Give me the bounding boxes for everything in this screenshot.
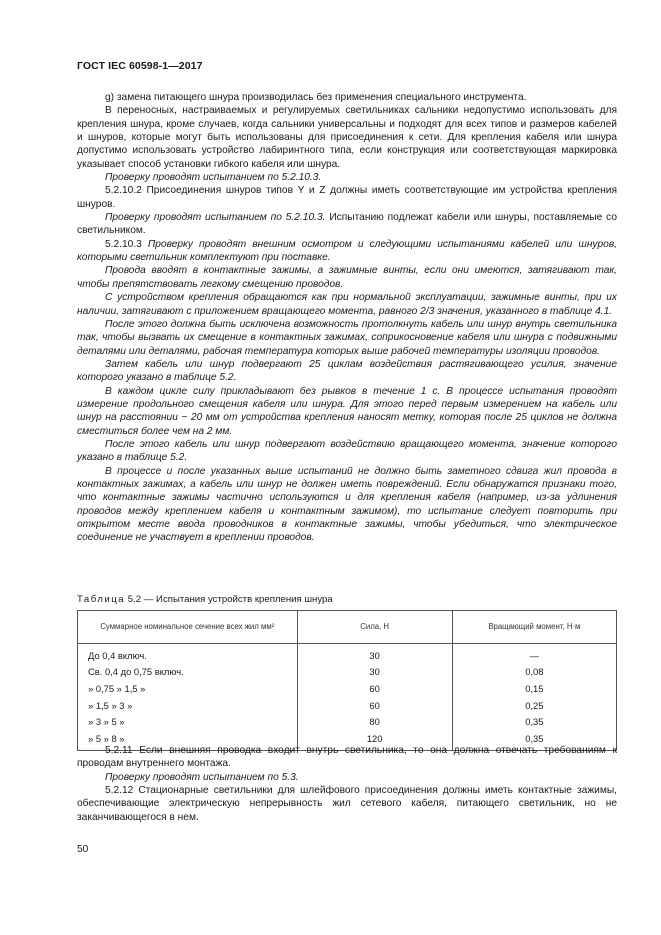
body-text-bottom — [77, 744, 617, 824]
table-caption-rest: 5.2 — Испытания устройств крепления шнура — [125, 594, 333, 605]
table-row — [78, 680, 617, 697]
header-force: Сила, Н — [297, 611, 452, 644]
paragraph-lead: Проверку проводят испытанием по 5.2.10.3. — [105, 212, 326, 224]
page-number: 50 — [77, 844, 89, 855]
cell-force: 30 — [297, 644, 452, 664]
paragraph: Затем кабель или шнур подвергают 25 циклам воздействия растягивающего усилия, значение которого указано в таблице 5.2. — [77, 358, 617, 384]
paragraph: Проверку проводят испытанием по 5.2.10.3. — [105, 172, 322, 184]
paragraph-rest: Испытанию подлежат кабели или шнуры, поставляемые со светильником. — [77, 212, 618, 237]
paragraph: В процессе и после указанных выше испытаний не должно быть заметного сдвига жил провода в контактных зажимах, а кабель или шнур не должен иметь повреждений. Если обнаружатся признаки того, что контактные зажимы частично используются и для крепления кабеля (например, из-за удлинения проводов между креплением кабеля и контактным зажимом), то испытание следует повторить при открытом месте ввода проводников в контактные зажимы, чтобы убедиться, что электрическое соединение не участвует в креплении проводов. — [77, 465, 617, 544]
table-row — [78, 697, 617, 714]
table-caption — [77, 594, 333, 605]
cell-torque: 0,25 — [452, 697, 616, 714]
cell-section: Св. 0,4 до 0,75 включ. — [78, 664, 298, 681]
cell-torque: 0,35 — [452, 713, 616, 730]
paragraph: 5.2.12 Стационарные светильники для шлейфового присоединения должны иметь контактные зажимы, обеспечивающие электрическую непрерывность жил сетевого кабеля, питающего светильник, но не заканчивающегося в нем. — [77, 785, 617, 823]
paragraph-rest: Проверку проводят внешним осмотром и следующими испытаниями кабелей или шнуров, которыми светильник комплектуют при поставке. — [77, 238, 618, 264]
paragraph: 5.2.10.2 Присоединения шнуров типов Y и Z должны иметь соответствующие им устройства крепления шнуров. — [77, 185, 617, 210]
table-caption-word: Таблица — [77, 594, 126, 605]
cell-torque: 0,35 — [452, 730, 616, 750]
table-row — [78, 713, 617, 730]
cell-section: » 5 » 8 » — [78, 730, 298, 750]
cell-force: 30 — [297, 664, 452, 681]
cell-section: » 3 » 5 » — [78, 713, 298, 730]
cell-torque: — — [452, 644, 616, 664]
cord-anchorage-table — [77, 610, 617, 751]
paragraph: g) замена питающего шнура производилась без применения специального инструмента. — [105, 92, 527, 103]
cell-force: 80 — [297, 713, 452, 730]
paragraph: В каждом цикле силу прикладывают без рывков в течение 1 с. В процессе испытания проводят измерение продольного смещения кабеля или шнура. Для этого перед первым измерением на кабель или шнур на расстоянии ~ 20 мм от устройства крепления наносят метку, которая после 25 циклов не должна сместиться более чем на 2 мм. — [77, 385, 617, 437]
paragraph — [77, 238, 617, 265]
cell-section: » 0,75 » 1,5 » — [78, 680, 298, 697]
cell-torque: 0,08 — [452, 664, 616, 681]
cell-section: До 0,4 включ. — [78, 644, 298, 664]
paragraph: В переносных, настраиваемых и регулируемых светильниках сальники недопустимо использовать для крепления шнура, кроме случаев, когда сальники универсальны и подходят для всех типов и размеров кабелей и шнуров, которые могут быть использованы для присоединения к сети. Для крепления кабеля или шнура допустимо использовать устройство лабиринтного типа, если конструкция или соответствующая маркировка указывает способ установки гибкого кабеля или шнура. — [77, 105, 617, 170]
paragraph: 5.2.11 Если внешняя проводка входит внутрь светильника, то она должна отвечать требованиям к проводам внутреннего монтажа. — [77, 745, 617, 770]
cell-force: 120 — [297, 730, 452, 750]
document-header: ГОСТ IEC 60598-1—2017 — [77, 60, 203, 72]
header-torque: Вращающий момент, Н·м — [452, 611, 616, 644]
paragraph: С устройством крепления обращаются как при нормальной эксплуатации, зажимные винты, при их наличии, затягивают с приложением вращающего момента, равного 2/3 значения, указанного в таблице 4.1. — [77, 292, 617, 317]
paragraph: После этого кабель или шнур подвергают воздействию вращающего момента, значение которого указано в таблице 5.2. — [77, 438, 617, 464]
cell-force: 60 — [297, 697, 452, 714]
paragraph: После этого должна быть исключена возможность протолкнуть кабель или шнур внутрь светильника так, чтобы вызвать их смещение в контактных зажимах, соприкосновение кабеля или шнура с подвижными деталями или деталями, рабочая температура которых выше рабочей температуры изоляции проводов. — [77, 318, 617, 357]
cell-force: 60 — [297, 680, 452, 697]
paragraph: Провода вводят в контактные зажимы, а зажимные винты, если они имеются, затягивают так, чтобы препятствовать легкому смещению проводов. — [77, 265, 617, 290]
body-text-top — [77, 91, 617, 545]
clause-number: 5.2.10.3 — [105, 238, 148, 250]
table-header-row — [78, 611, 617, 644]
cell-torque: 0,15 — [452, 680, 616, 697]
paragraph — [77, 211, 617, 238]
table-row — [78, 664, 617, 681]
paragraph: Проверку проводят испытанием по 5.3. — [105, 771, 299, 783]
table-row — [78, 644, 617, 664]
cell-section: » 1,5 » 3 » — [78, 697, 298, 714]
header-section: Суммарное номинальное сечение всех жил мм² — [78, 611, 298, 644]
